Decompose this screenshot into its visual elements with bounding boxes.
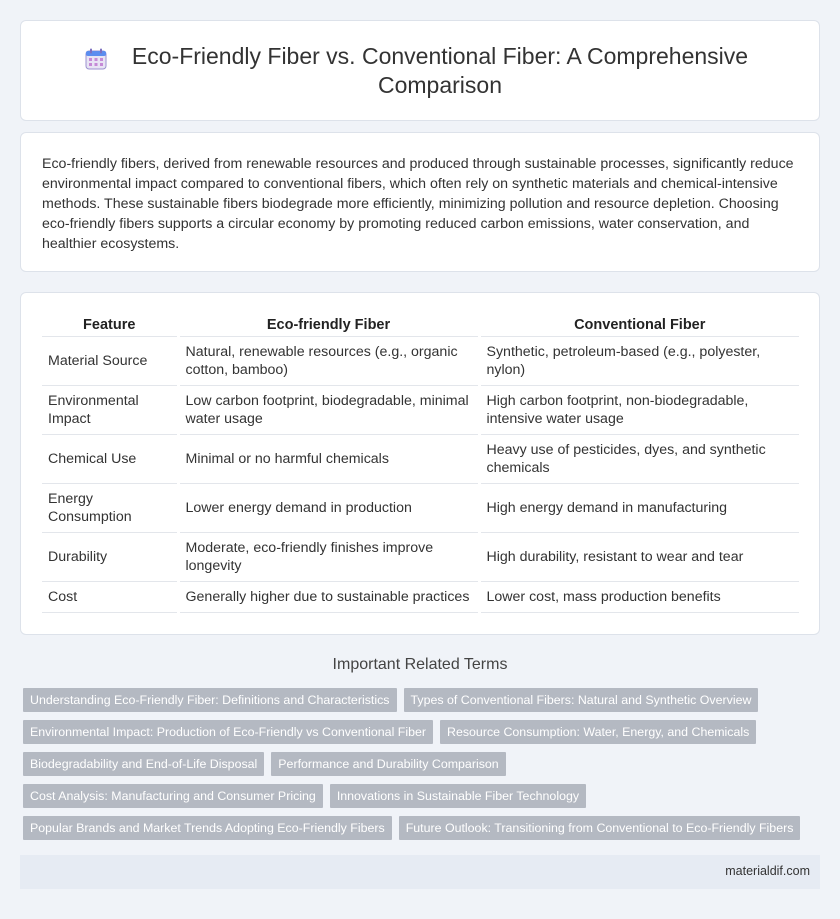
eco-cell: Generally higher due to sustainable practices xyxy=(178,581,479,612)
comparison-table xyxy=(42,314,799,613)
feature-cell: Environmental Impact xyxy=(42,385,178,434)
table-row xyxy=(42,385,799,434)
eco-cell: Moderate, eco-friendly finishes improve longevity xyxy=(178,532,479,581)
table-row xyxy=(42,483,799,532)
eco-cell: Minimal or no harmful chemicals xyxy=(178,434,479,483)
conventional-cell: Heavy use of pesticides, dyes, and synthetic chemicals xyxy=(479,434,799,483)
related-terms-heading: Important Related Terms xyxy=(332,656,508,673)
footer-bar xyxy=(20,855,820,889)
header-card xyxy=(20,20,820,121)
related-term-link[interactable]: Understanding Eco-Friendly Fiber: Definitions and Characteristics xyxy=(23,688,397,712)
feature-cell: Durability xyxy=(42,532,178,581)
related-term-link[interactable]: Cost Analysis: Manufacturing and Consumer Pricing xyxy=(23,784,323,808)
table-row xyxy=(42,532,799,581)
feature-cell: Material Source xyxy=(42,336,178,385)
comparison-card xyxy=(20,292,820,635)
eco-cell: Natural, renewable resources (e.g., organic cotton, bamboo) xyxy=(178,336,479,385)
conventional-cell: High carbon footprint, non-biodegradable, intensive water usage xyxy=(479,385,799,434)
table-row xyxy=(42,336,799,385)
conventional-cell: High energy demand in manufacturing xyxy=(479,483,799,532)
eco-cell: Low carbon footprint, biodegradable, minimal water usage xyxy=(178,385,479,434)
related-term-link[interactable]: Resource Consumption: Water, Energy, and Chemicals xyxy=(440,720,756,744)
header-conventional-fiber: Conventional Fiber xyxy=(479,314,799,336)
conventional-cell: Synthetic, petroleum-based (e.g., polyester, nylon) xyxy=(479,336,799,385)
related-term-link[interactable]: Popular Brands and Market Trends Adopting Eco-Friendly Fibers xyxy=(23,816,392,840)
intro-paragraph: Eco-friendly fibers, derived from renewable resources and produced through sustainable processes, significantly reduce environmental impact compared to conventional fibers, which often rely on synthetic materials and chemical-intensive methods. These sustainable fibers biodegrade more efficiently, minimizing pollution and resource depletion. Choosing eco-friendly fibers supports a circular economy by promoting reduced carbon emissions, water conservation, and healthier ecosystems. xyxy=(42,156,794,252)
eco-cell: Lower energy demand in production xyxy=(178,483,479,532)
related-term-link[interactable]: Innovations in Sustainable Fiber Technology xyxy=(330,784,586,808)
table-header-row xyxy=(42,314,799,336)
related-term-link[interactable]: Biodegradability and End-of-Life Disposal xyxy=(23,752,264,776)
intro-card xyxy=(20,132,820,272)
feature-cell: Energy Consumption xyxy=(42,483,178,532)
header-feature: Feature xyxy=(42,314,178,336)
page-title: Eco-Friendly Fiber vs. Conventional Fiber: A Comprehensive Comparison xyxy=(131,42,749,98)
conventional-cell: Lower cost, mass production benefits xyxy=(479,581,799,612)
header-eco-fiber: Eco-friendly Fiber xyxy=(178,314,479,336)
feature-cell: Chemical Use xyxy=(42,434,178,483)
related-term-link[interactable]: Types of Conventional Fibers: Natural and Synthetic Overview xyxy=(404,688,759,712)
table-row xyxy=(42,434,799,483)
related-term-link[interactable]: Environmental Impact: Production of Eco-Friendly vs Conventional Fiber xyxy=(23,720,433,744)
related-terms-list xyxy=(23,688,803,840)
related-term-link[interactable]: Future Outlook: Transitioning from Conventional to Eco-Friendly Fibers xyxy=(399,816,801,840)
footer-site-name[interactable]: materialdif.com xyxy=(725,864,810,878)
conventional-cell: High durability, resistant to wear and tear xyxy=(479,532,799,581)
feature-cell: Cost xyxy=(42,581,178,612)
table-row xyxy=(42,581,799,612)
related-term-link[interactable]: Performance and Durability Comparison xyxy=(271,752,505,776)
